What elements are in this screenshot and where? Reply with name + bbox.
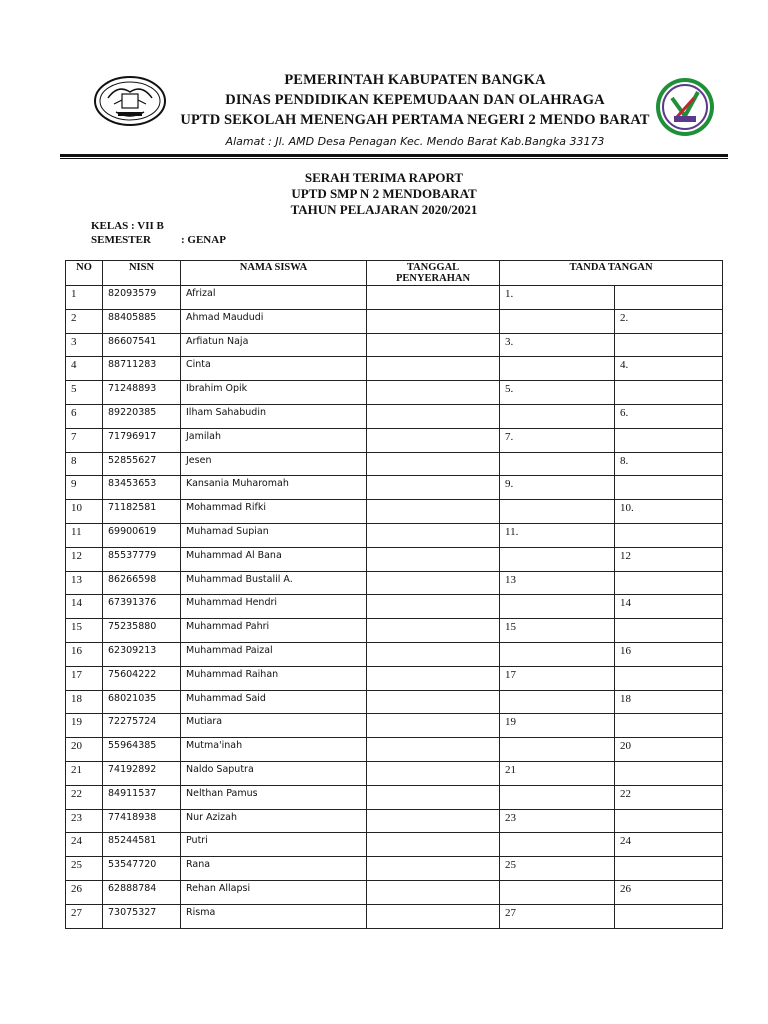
student-name-cell: Nur Azizah [181, 809, 367, 833]
signature-right-cell [615, 381, 723, 405]
handover-date-cell [367, 476, 500, 500]
signature-left-cell [500, 500, 615, 524]
table-header-row [66, 261, 723, 286]
table-row [66, 833, 723, 857]
signature-left-cell: 25 [500, 857, 615, 881]
table-row [66, 666, 723, 690]
nisn-cell: 88711283 [103, 357, 181, 381]
signature-right-cell: 10. [615, 500, 723, 524]
letterhead-divider-thin [60, 158, 728, 159]
row-number-cell: 23 [66, 809, 103, 833]
signature-left-cell [500, 833, 615, 857]
nisn-cell: 67391376 [103, 595, 181, 619]
signature-right-cell [615, 476, 723, 500]
handover-date-cell [367, 666, 500, 690]
signature-right-cell: 12 [615, 547, 723, 571]
signature-right-cell [615, 809, 723, 833]
row-number-cell: 10 [66, 500, 103, 524]
signature-right-cell: 26 [615, 880, 723, 904]
nisn-cell: 72275724 [103, 714, 181, 738]
handover-date-cell [367, 428, 500, 452]
nisn-cell: 84911537 [103, 785, 181, 809]
table-row [66, 333, 723, 357]
student-name-cell: Muhammad Al Bana [181, 547, 367, 571]
nisn-cell: 88405885 [103, 309, 181, 333]
nisn-cell: 73075327 [103, 904, 181, 928]
student-name-cell: Muhammad Bustalil A. [181, 571, 367, 595]
handover-date-cell [367, 381, 500, 405]
signature-left-cell [500, 404, 615, 428]
signature-right-cell: 14 [615, 595, 723, 619]
signature-left-cell [500, 309, 615, 333]
nisn-cell: 74192892 [103, 761, 181, 785]
signature-left-cell [500, 690, 615, 714]
signature-left-cell: 3. [500, 333, 615, 357]
student-name-cell: Muhammad Said [181, 690, 367, 714]
student-name-cell: Muhammad Hendri [181, 595, 367, 619]
row-number-cell: 4 [66, 357, 103, 381]
row-number-cell: 16 [66, 642, 103, 666]
letterhead-line-department: DINAS PENDIDIKAN KEPEMUDAAN DAN OLAHRAGA [225, 92, 605, 108]
signature-right-cell: 6. [615, 404, 723, 428]
handover-date-cell [367, 571, 500, 595]
report-handover-table [65, 260, 723, 929]
table-row [66, 642, 723, 666]
header-tanggal-line-2: PENYERAHAN [395, 273, 471, 284]
signature-left-cell [500, 785, 615, 809]
signature-right-cell [615, 857, 723, 881]
nisn-cell: 83453653 [103, 476, 181, 500]
student-name-cell: Afrizal [181, 286, 367, 310]
signature-left-cell: 5. [500, 381, 615, 405]
student-name-cell: Rehan Allapsi [181, 880, 367, 904]
student-name-cell: Jamilah [181, 428, 367, 452]
nisn-cell: 86266598 [103, 571, 181, 595]
signature-left-cell: 13 [500, 571, 615, 595]
table-row [66, 571, 723, 595]
handover-date-cell [367, 642, 500, 666]
student-name-cell: Naldo Saputra [181, 761, 367, 785]
student-name-cell: Kansania Muharomah [181, 476, 367, 500]
signature-left-cell [500, 738, 615, 762]
nisn-cell: 85537779 [103, 547, 181, 571]
regency-emblem-logo [92, 74, 168, 128]
signature-right-cell [615, 333, 723, 357]
table-row [66, 714, 723, 738]
row-number-cell: 26 [66, 880, 103, 904]
signature-right-cell [615, 904, 723, 928]
handover-date-cell [367, 785, 500, 809]
handover-date-cell [367, 690, 500, 714]
class-info [91, 219, 226, 247]
header-tanda-tangan: TANDA TANGAN [500, 261, 723, 286]
handover-date-cell [367, 500, 500, 524]
student-name-cell: Muhammad Pahri [181, 619, 367, 643]
table-row [66, 309, 723, 333]
signature-right-cell [615, 619, 723, 643]
signature-right-cell [615, 523, 723, 547]
school-logo [654, 76, 716, 138]
row-number-cell: 3 [66, 333, 103, 357]
student-name-cell: Mohammad Rifki [181, 500, 367, 524]
table-row [66, 523, 723, 547]
header-tanggal-line-1: TANGGAL [406, 262, 460, 273]
row-number-cell: 27 [66, 904, 103, 928]
row-number-cell: 9 [66, 476, 103, 500]
nisn-cell: 68021035 [103, 690, 181, 714]
letterhead [180, 70, 650, 151]
signature-right-cell: 18 [615, 690, 723, 714]
row-number-cell: 2 [66, 309, 103, 333]
signature-left-cell [500, 452, 615, 476]
semester-value: : GENAP [181, 234, 226, 246]
table-row [66, 547, 723, 571]
nisn-cell: 69900619 [103, 523, 181, 547]
row-number-cell: 11 [66, 523, 103, 547]
row-number-cell: 13 [66, 571, 103, 595]
handover-date-cell [367, 333, 500, 357]
table-row [66, 404, 723, 428]
nisn-cell: 75604222 [103, 666, 181, 690]
handover-date-cell [367, 761, 500, 785]
row-number-cell: 8 [66, 452, 103, 476]
student-name-cell: Muhamad Supian [181, 523, 367, 547]
handover-date-cell [367, 809, 500, 833]
letterhead-divider-thick [60, 154, 728, 157]
nisn-cell: 89220385 [103, 404, 181, 428]
row-number-cell: 1 [66, 286, 103, 310]
letterhead-line-school: UPTD SEKOLAH MENENGAH PERTAMA NEGERI 2 MENDO BARAT [180, 112, 650, 128]
signature-left-cell [500, 595, 615, 619]
row-number-cell: 25 [66, 857, 103, 881]
signature-right-cell: 2. [615, 309, 723, 333]
nisn-cell: 52855627 [103, 452, 181, 476]
table-row [66, 880, 723, 904]
signature-left-cell [500, 880, 615, 904]
semester-label: SEMESTER [91, 234, 151, 246]
handover-date-cell [367, 404, 500, 428]
student-name-cell: Ahmad Maududi [181, 309, 367, 333]
handover-date-cell [367, 357, 500, 381]
student-name-cell: Cinta [181, 357, 367, 381]
signature-right-cell [615, 571, 723, 595]
handover-date-cell [367, 523, 500, 547]
header-nama-siswa: NAMA SISWA [181, 261, 367, 286]
class-label: KELAS : VII B [91, 220, 164, 232]
student-name-cell: Jesen [181, 452, 367, 476]
signature-left-cell: 17 [500, 666, 615, 690]
table-row [66, 357, 723, 381]
signature-right-cell [615, 761, 723, 785]
header-nisn: NISN [103, 261, 181, 286]
handover-date-cell [367, 738, 500, 762]
nisn-cell: 82093579 [103, 286, 181, 310]
table-row [66, 500, 723, 524]
student-name-cell: Muhammad Raihan [181, 666, 367, 690]
signature-right-cell [615, 666, 723, 690]
handover-date-cell [367, 286, 500, 310]
handover-date-cell [367, 714, 500, 738]
row-number-cell: 15 [66, 619, 103, 643]
title-line-3: TAHUN PELAJARAN 2020/2021 [290, 202, 478, 217]
handover-date-cell [367, 595, 500, 619]
row-number-cell: 21 [66, 761, 103, 785]
table-body [66, 286, 723, 929]
student-name-cell: Rana [181, 857, 367, 881]
header-tanggal-penyerahan [367, 261, 500, 286]
handover-date-cell [367, 857, 500, 881]
nisn-cell: 71796917 [103, 428, 181, 452]
table-row [66, 690, 723, 714]
nisn-cell: 71248893 [103, 381, 181, 405]
row-number-cell: 24 [66, 833, 103, 857]
signature-left-cell [500, 357, 615, 381]
nisn-cell: 62309213 [103, 642, 181, 666]
nisn-cell: 86607541 [103, 333, 181, 357]
signature-right-cell: 22 [615, 785, 723, 809]
signature-right-cell: 8. [615, 452, 723, 476]
nisn-cell: 62888784 [103, 880, 181, 904]
table-row [66, 809, 723, 833]
table-row [66, 476, 723, 500]
student-name-cell: Ibrahim Opik [181, 381, 367, 405]
handover-date-cell [367, 619, 500, 643]
signature-left-cell: 7. [500, 428, 615, 452]
table-row [66, 761, 723, 785]
row-number-cell: 22 [66, 785, 103, 809]
signature-left-cell: 19 [500, 714, 615, 738]
signature-right-cell [615, 428, 723, 452]
signature-right-cell: 24 [615, 833, 723, 857]
signature-left-cell: 21 [500, 761, 615, 785]
table-row [66, 785, 723, 809]
row-number-cell: 18 [66, 690, 103, 714]
row-number-cell: 6 [66, 404, 103, 428]
student-name-cell: Risma [181, 904, 367, 928]
signature-right-cell: 4. [615, 357, 723, 381]
student-name-cell: Mutma'inah [181, 738, 367, 762]
student-name-cell: Arfiatun Naja [181, 333, 367, 357]
handover-date-cell [367, 547, 500, 571]
student-name-cell: Mutiara [181, 714, 367, 738]
handover-date-cell [367, 309, 500, 333]
table-row [66, 428, 723, 452]
row-number-cell: 17 [66, 666, 103, 690]
table-row [66, 738, 723, 762]
row-number-cell: 7 [66, 428, 103, 452]
table-row [66, 452, 723, 476]
row-number-cell: 14 [66, 595, 103, 619]
title-line-2: UPTD SMP N 2 MENDOBARAT [291, 186, 477, 201]
signature-left-cell: 23 [500, 809, 615, 833]
student-name-cell: Putri [181, 833, 367, 857]
signature-left-cell: 9. [500, 476, 615, 500]
nisn-cell: 85244581 [103, 833, 181, 857]
letterhead-address: Alamat : Jl. AMD Desa Penagan Kec. Mendo Barat Kab.Bangka 33173 [225, 135, 605, 148]
student-name-cell: Ilham Sahabudin [181, 404, 367, 428]
nisn-cell: 77418938 [103, 809, 181, 833]
table-row [66, 286, 723, 310]
row-number-cell: 12 [66, 547, 103, 571]
row-number-cell: 20 [66, 738, 103, 762]
handover-date-cell [367, 904, 500, 928]
handover-date-cell [367, 452, 500, 476]
signature-right-cell [615, 286, 723, 310]
handover-date-cell [367, 880, 500, 904]
table-row [66, 381, 723, 405]
table-row [66, 619, 723, 643]
nisn-cell: 53547720 [103, 857, 181, 881]
title-line-1: SERAH TERIMA RAPORT [304, 170, 464, 185]
document-title [180, 170, 588, 218]
handover-date-cell [367, 833, 500, 857]
signature-right-cell [615, 714, 723, 738]
row-number-cell: 19 [66, 714, 103, 738]
nisn-cell: 75235880 [103, 619, 181, 643]
signature-left-cell: 15 [500, 619, 615, 643]
signature-left-cell: 11. [500, 523, 615, 547]
signature-left-cell: 27 [500, 904, 615, 928]
table-row [66, 904, 723, 928]
header-no: NO [66, 261, 103, 286]
signature-left-cell: 1. [500, 286, 615, 310]
signature-left-cell [500, 642, 615, 666]
nisn-cell: 71182581 [103, 500, 181, 524]
nisn-cell: 55964385 [103, 738, 181, 762]
signature-right-cell: 20 [615, 738, 723, 762]
signature-right-cell: 16 [615, 642, 723, 666]
letterhead-line-government: PEMERINTAH KABUPATEN BANGKA [284, 72, 546, 88]
table-row [66, 857, 723, 881]
student-name-cell: Muhammad Paizal [181, 642, 367, 666]
row-number-cell: 5 [66, 381, 103, 405]
signature-left-cell [500, 547, 615, 571]
table-row [66, 595, 723, 619]
student-name-cell: Nelthan Pamus [181, 785, 367, 809]
